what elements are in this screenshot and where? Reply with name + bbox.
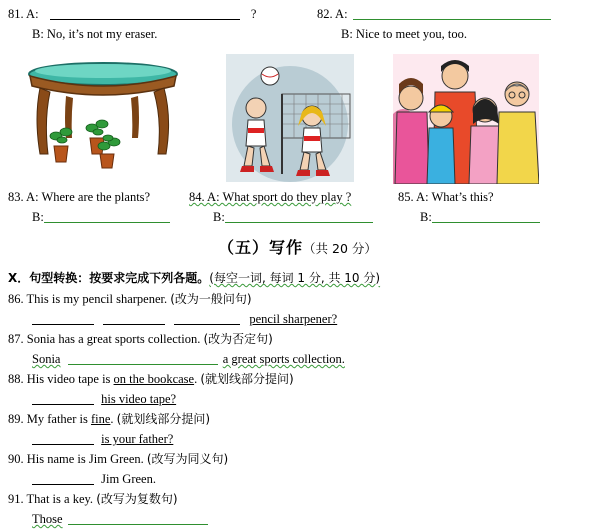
q82-number: 82. A: [317,7,348,21]
q86-blank-3[interactable] [174,312,240,325]
q83-b-label: B: [32,210,44,224]
table-plants-illustration [26,58,180,170]
q84-answer-blank[interactable] [225,210,373,223]
q90-prompt-line [8,452,228,466]
q88-answer-blank[interactable] [32,392,94,405]
q89-hint: (就划线部分提问) [116,412,211,426]
q91-prompt: 91. That is a key. [8,492,94,506]
q84-answer-line [213,210,373,224]
q87-tail: a great sports collection. [222,352,345,366]
q87-lead: Sonia [32,352,61,366]
q81-number: 81. A: [8,7,39,21]
q86-tail: pencil sharpener? [249,312,338,326]
q89-answer-blank[interactable] [32,432,94,445]
q81-response: B: No, it’s not my eraser. [32,27,158,41]
q85-answer-blank[interactable] [432,210,540,223]
q91-answer-line [32,512,208,526]
q87-answer-line [32,352,345,366]
family-illustration [393,54,539,184]
q89-answer-line [32,432,173,446]
q83-answer-blank[interactable] [44,210,170,223]
section-title: （五）写作 [218,238,304,257]
instruction-line [8,271,380,285]
q84-question-text: 84. A: What sport do they play ? [189,190,352,204]
q88-tail: his video tape? [101,392,177,406]
q84-b-label: B: [213,210,225,224]
q89-period: . [110,412,114,426]
q81-answer-blank[interactable] [50,7,240,20]
volleyball-illustration [226,54,354,182]
q91-answer-blank[interactable] [68,512,208,525]
q90-answer-blank[interactable] [32,472,94,485]
q88-period: . [194,372,198,386]
q91-hint: (改写为复数句) [96,492,178,506]
q85-answer-line [420,210,540,224]
q85-question: 85. A: What’s this? [398,190,494,204]
q90-hint: (改写为同义句) [146,452,229,466]
q82-answer-blank[interactable] [353,7,551,20]
q87-prompt-line [8,332,273,346]
q82-line [317,7,551,21]
section-heading [218,239,377,258]
section-points: （共 20 分） [303,241,377,256]
q88-prompt-line [8,372,294,386]
q87-prompt: 87. Sonia has a great sports collection. [8,332,201,346]
q88-hint: (就划线部分提问) [200,372,294,386]
q81-question-mark: ? [250,7,257,21]
q89-tail: is your father? [101,432,174,446]
q89-prompt-start: 89. My father is [8,412,91,426]
q82-response: B: Nice to meet you, too. [341,27,468,41]
q89-prompt-line [8,412,210,426]
q86-blank-1[interactable] [32,312,94,325]
q81-line [8,7,256,21]
q88-prompt-start: 88. His video tape is [8,372,114,386]
q91-prompt-line [8,492,178,506]
q88-underlined-part: on the bookcase [113,372,195,386]
q86-answer-line [32,312,337,326]
q90-answer-line [32,472,156,486]
q91-lead: Those [32,512,63,526]
q87-answer-blank[interactable] [68,352,218,365]
q86-prompt: 86. This is my pencil sharpener. [8,292,168,306]
q86-blank-2[interactable] [103,312,165,325]
q88-answer-line [32,392,176,406]
q87-hint: (改为否定句) [203,332,273,346]
q83-answer-line [32,210,170,224]
q85-b-label: B: [420,210,432,224]
instruction-label: X．句型转换：按要求完成下列各题。 [8,271,210,285]
q84-question [189,190,351,204]
q90-prompt: 90. His name is Jim Green. [8,452,144,466]
q86-prompt-line [8,292,252,306]
instruction-note: (每空一词, 每词 1 分, 共 10 分) [209,271,381,285]
q90-tail: Jim Green. [101,472,156,486]
q86-hint: (改为一般问句) [170,292,252,306]
q83-question: 83. A: Where are the plants? [8,190,151,204]
q89-underlined-part: fine [90,412,111,426]
